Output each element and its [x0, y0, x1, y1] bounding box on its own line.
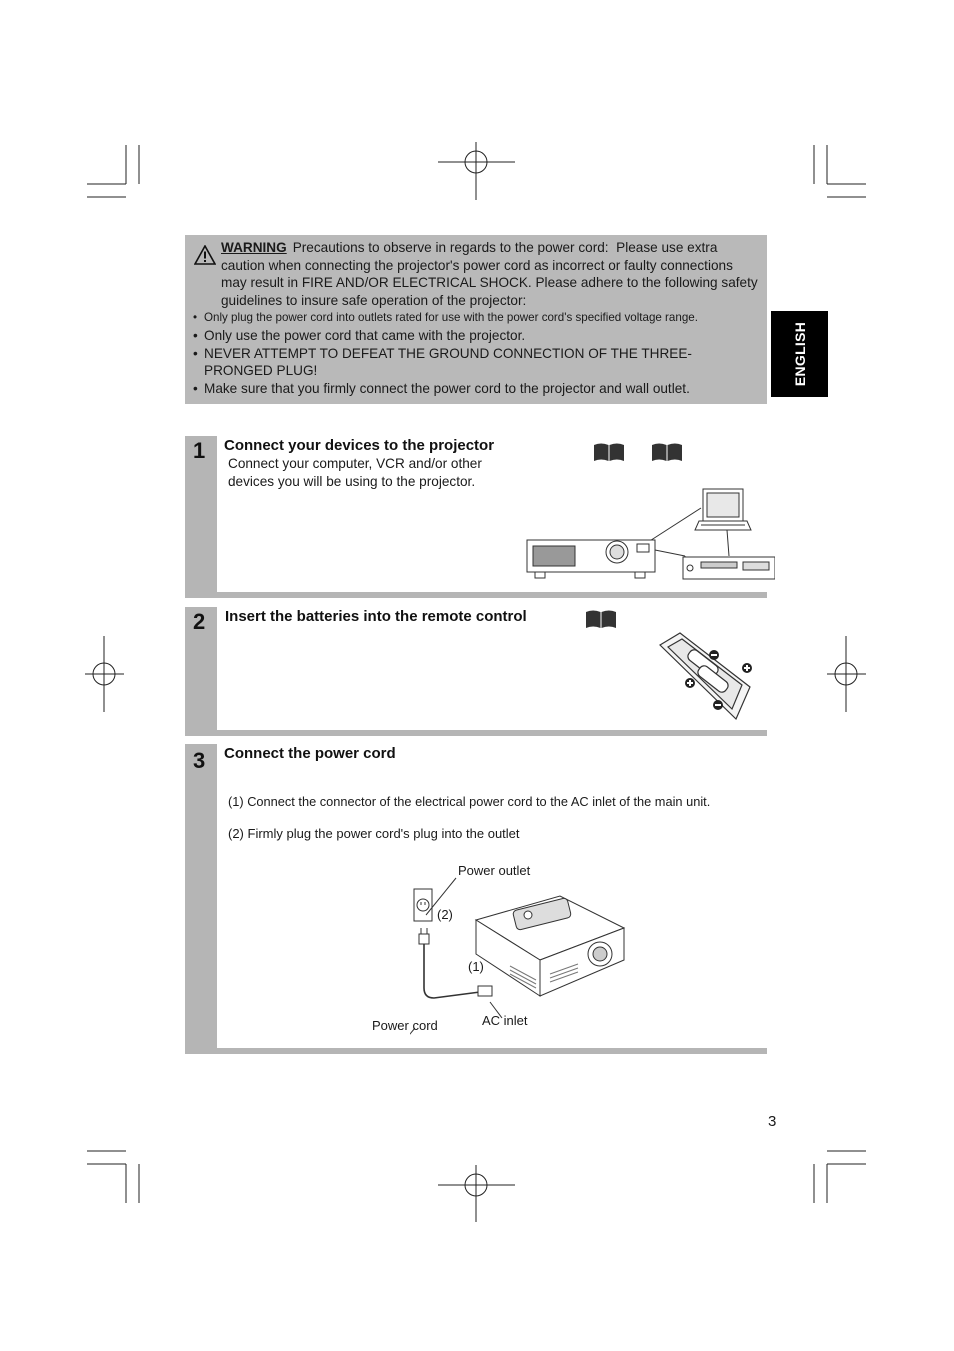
- step-number: 2: [193, 609, 206, 634]
- step-description: Connect your computer, VCR and/or other devices you will be using to the projector.: [228, 456, 482, 489]
- power-outlet-label: Power outlet: [458, 863, 531, 878]
- warning-intro-text: Please use extra caution when connecting the projector's power cord as incorrect or faulty connections may result in FIRE AND/OR ELECTRICAL SHOCK. Please adhere to the following safety guidelines to insure safe operation of the projector:: [221, 240, 758, 308]
- warning-lead: Precautions to observe in regards to the power cord:: [292, 240, 609, 255]
- ac-inlet-label: AC inlet: [482, 1013, 528, 1028]
- language-tab: [771, 311, 828, 397]
- step-title: Insert the batteries into the remote control: [225, 608, 527, 625]
- callout-2-label: (2): [437, 907, 453, 922]
- manual-reference-icon: [593, 442, 625, 462]
- warning-bullet: • Only use the power cord that came with the projector.: [193, 327, 759, 345]
- language-tab-label: ENGLISH: [791, 321, 808, 387]
- step-title: Connect your devices to the projector: [224, 437, 495, 454]
- remote-control-illustration: [650, 627, 760, 722]
- manual-reference-icon: [585, 609, 617, 629]
- warning-triangle-icon: [194, 245, 216, 265]
- warning-intro: [193, 239, 759, 309]
- instruction-2: (2) Firmly plug the power cord's plug into the outlet: [228, 826, 520, 841]
- warning-bullet: • Only plug the power cord into outlets rated for use with the power cord's specified voltage range.: [193, 309, 759, 327]
- step-number: 1: [193, 438, 206, 463]
- warning-bullet: • NEVER ATTEMPT TO DEFEAT THE GROUND CONNECTION OF THE THREE-PRONGED PLUG!: [193, 345, 759, 380]
- device-connection-illustration: [525, 486, 775, 582]
- step-number: 3: [193, 748, 206, 773]
- callout-1-label: (1): [468, 959, 484, 974]
- step-1-panel: [185, 436, 767, 598]
- warning-title: WARNING: [221, 240, 287, 255]
- page-number: 3: [768, 1113, 777, 1130]
- manual-reference-icon: [651, 442, 683, 462]
- step-2-panel: [185, 607, 767, 736]
- step-title: Connect the power cord: [224, 745, 396, 762]
- warning-box: [185, 235, 767, 404]
- step-3-panel: [185, 744, 767, 1054]
- power-cord-label: Power cord: [372, 1018, 438, 1033]
- instruction-1: (1) Connect the connector of the electrical power cord to the AC inlet of the main unit.: [228, 794, 711, 809]
- warning-bullet: • Make sure that you firmly connect the power cord to the projector and wall outlet.: [193, 380, 759, 398]
